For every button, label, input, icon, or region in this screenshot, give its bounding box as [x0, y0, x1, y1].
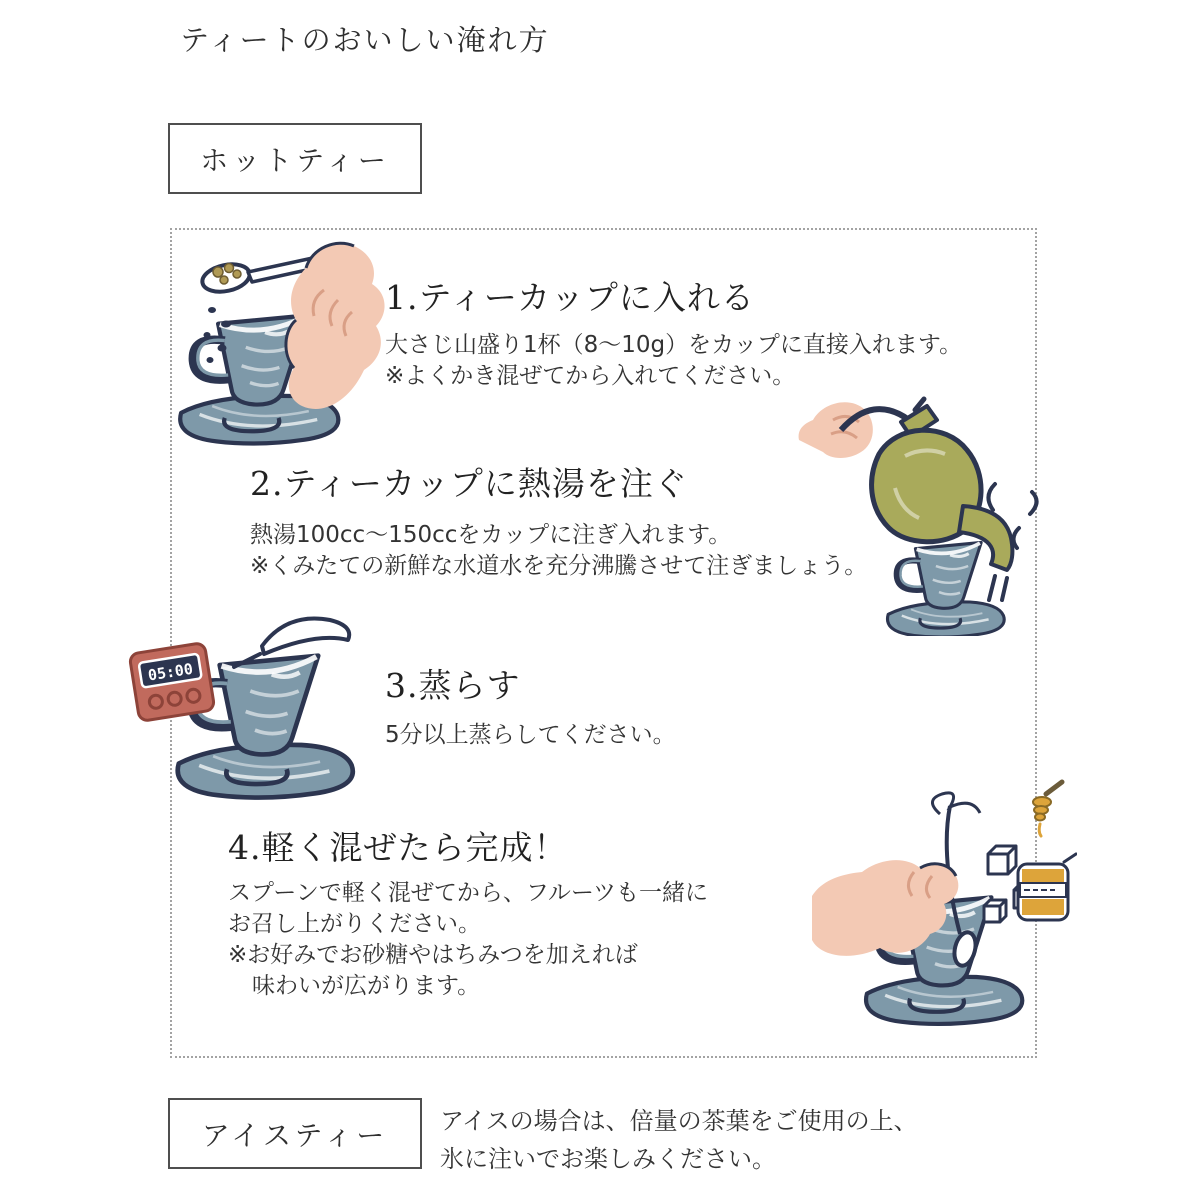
step2-line2: ※くみたての新鮮な水道水を充分沸騰させて注ぎましょう。	[250, 553, 868, 579]
step1-heading: 1.ティーカップに入れる	[385, 278, 755, 317]
honey-dipper-icon	[1033, 782, 1062, 836]
step4-body	[228, 878, 708, 1002]
step3-line1: 5分以上蒸らしてください。	[385, 722, 676, 748]
hot-tea-label: ホットティー	[200, 143, 390, 177]
step4-illustration	[812, 778, 1077, 1028]
timer-display: 05:00	[146, 659, 195, 685]
step1-illustration	[172, 238, 390, 446]
step3-illustration	[110, 610, 382, 808]
ice-tea-note-line2: 氷に注いでお楽しみください。	[440, 1145, 776, 1173]
water-stream-icon	[989, 576, 1007, 600]
ice-tea-label: アイスティー	[201, 1118, 389, 1152]
step2-line1: 熱湯100cc～150ccをカップに注ぎ入れます。	[250, 522, 732, 548]
step4-line4: 味わいが広がります。	[252, 973, 481, 999]
timer-icon	[129, 642, 215, 721]
step2-body	[250, 520, 867, 582]
step4-line3: ※お好みでお砂糖やはちみつを加えれば	[228, 942, 638, 968]
step2-illustration	[785, 388, 1040, 636]
step4-line1: スプーンで軽く混ぜてから、フルーツも一緒に	[228, 880, 709, 906]
step3-body	[385, 720, 676, 751]
step1-line1: 大さじ山盛り1杯（8～10g）をカップに直接入れます。	[385, 332, 963, 358]
ice-tea-note	[440, 1102, 918, 1178]
step1-body	[385, 330, 962, 392]
ice-tea-label-box	[168, 1098, 422, 1169]
step2-heading: 2.ティーカップに熱湯を注ぐ	[250, 464, 688, 503]
step4-heading: 4.軽く混ぜたら完成！	[228, 828, 568, 867]
ice-tea-note-line1: アイスの場合は、倍量の茶葉をご使用の上、	[440, 1107, 918, 1135]
honey-jar-icon	[1018, 854, 1076, 920]
teacup-icon	[887, 542, 1004, 636]
page-title: ティートのおいしい淹れ方	[180, 23, 550, 57]
step3-heading: 3.蒸らす	[385, 666, 521, 705]
step4-line2: お召し上がりください。	[228, 911, 481, 937]
hot-tea-label-box	[168, 123, 422, 194]
step1-line2: ※よくかき混ぜてから入れてください。	[385, 363, 796, 389]
